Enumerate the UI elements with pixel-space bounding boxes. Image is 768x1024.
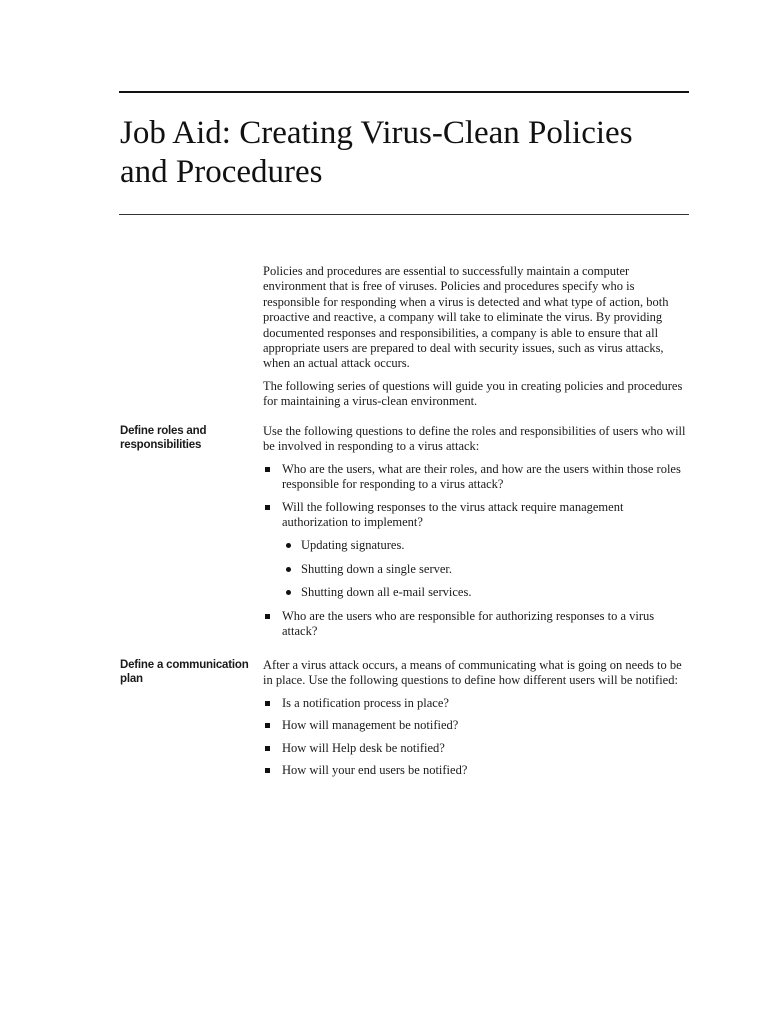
- intro-section: [263, 264, 689, 417]
- list-item: [263, 741, 689, 756]
- list-item: [263, 500, 689, 601]
- page-title: [120, 114, 690, 192]
- title-top-rule: [119, 91, 689, 93]
- list-item: [263, 763, 689, 778]
- list-item-text: Will the following responses to the virus attack require management authorization to implement?: [282, 499, 624, 530]
- list-item: [263, 696, 689, 711]
- square-bullet-icon: [265, 723, 270, 728]
- communication-question-list: [263, 696, 689, 779]
- square-bullet-icon: [265, 701, 270, 706]
- square-bullet-icon: [265, 467, 270, 472]
- communication-section: [263, 658, 689, 785]
- sub-list-item: [282, 585, 689, 600]
- square-bullet-icon: [265, 746, 270, 751]
- list-item-text: How will Help desk be notified?: [282, 740, 445, 755]
- sub-list-item-text: Updating signatures.: [301, 538, 405, 553]
- intro-paragraph-2: The following series of questions will guide you in creating policies and procedures for maintaining a virus-clean environment.: [263, 378, 683, 409]
- list-item-text: Is a notification process in place?: [282, 695, 449, 710]
- dot-bullet-icon: [286, 543, 291, 548]
- list-item: [263, 718, 689, 733]
- title-bottom-rule: [119, 214, 689, 215]
- list-item-text: How will management be notified?: [282, 718, 459, 733]
- title-line-2: and Procedures: [120, 154, 323, 190]
- square-bullet-icon: [265, 614, 270, 619]
- roles-intro-text: Use the following questions to define the roles and responsibilities of users who will be involved in responding to a virus attack:: [263, 424, 686, 454]
- communication-heading: Define a communication plan: [120, 659, 249, 685]
- authorization-response-list: [282, 538, 689, 600]
- list-item: [263, 609, 689, 640]
- roles-heading: Define roles and responsibilities: [120, 425, 207, 451]
- list-item-text: Who are the users, what are their roles, and how are the users within those roles responsible for responding to a virus attack?: [282, 461, 681, 492]
- sub-list-item: [282, 538, 689, 553]
- communication-intro-text: After a virus attack occurs, a means of communicating what is going on needs to be in place. Use the following questions to define how different users will be notified:: [263, 658, 682, 688]
- list-item-text: How will your end users be notified?: [282, 763, 468, 778]
- dot-bullet-icon: [286, 567, 291, 572]
- roles-question-list: [263, 462, 689, 640]
- square-bullet-icon: [265, 768, 270, 773]
- list-item-text: Who are the users who are responsible for authorizing responses to a virus attack?: [282, 608, 655, 639]
- sub-list-item-text: Shutting down all e-mail services.: [301, 585, 472, 600]
- intro-paragraph-1: Policies and procedures are essential to successfully maintain a computer environment that is free of viruses. Policies and procedures specify who is responsible for responding when a virus is detected and what type of action, both proactive and reactive, a company will take to eliminate the virus. By providing documented responses and responsibilities, a company is able to ensure that all appropriate users are prepared to deal with security issues, such as virus attacks, when an actual attack occurs.: [263, 264, 669, 371]
- sub-list-item: [282, 562, 689, 577]
- square-bullet-icon: [265, 505, 270, 510]
- dot-bullet-icon: [286, 590, 291, 595]
- roles-section: [263, 424, 689, 646]
- title-line-1: Job Aid: Creating Virus-Clean Policies: [120, 115, 633, 151]
- list-item: [263, 462, 689, 493]
- sub-list-item-text: Shutting down a single server.: [301, 561, 453, 576]
